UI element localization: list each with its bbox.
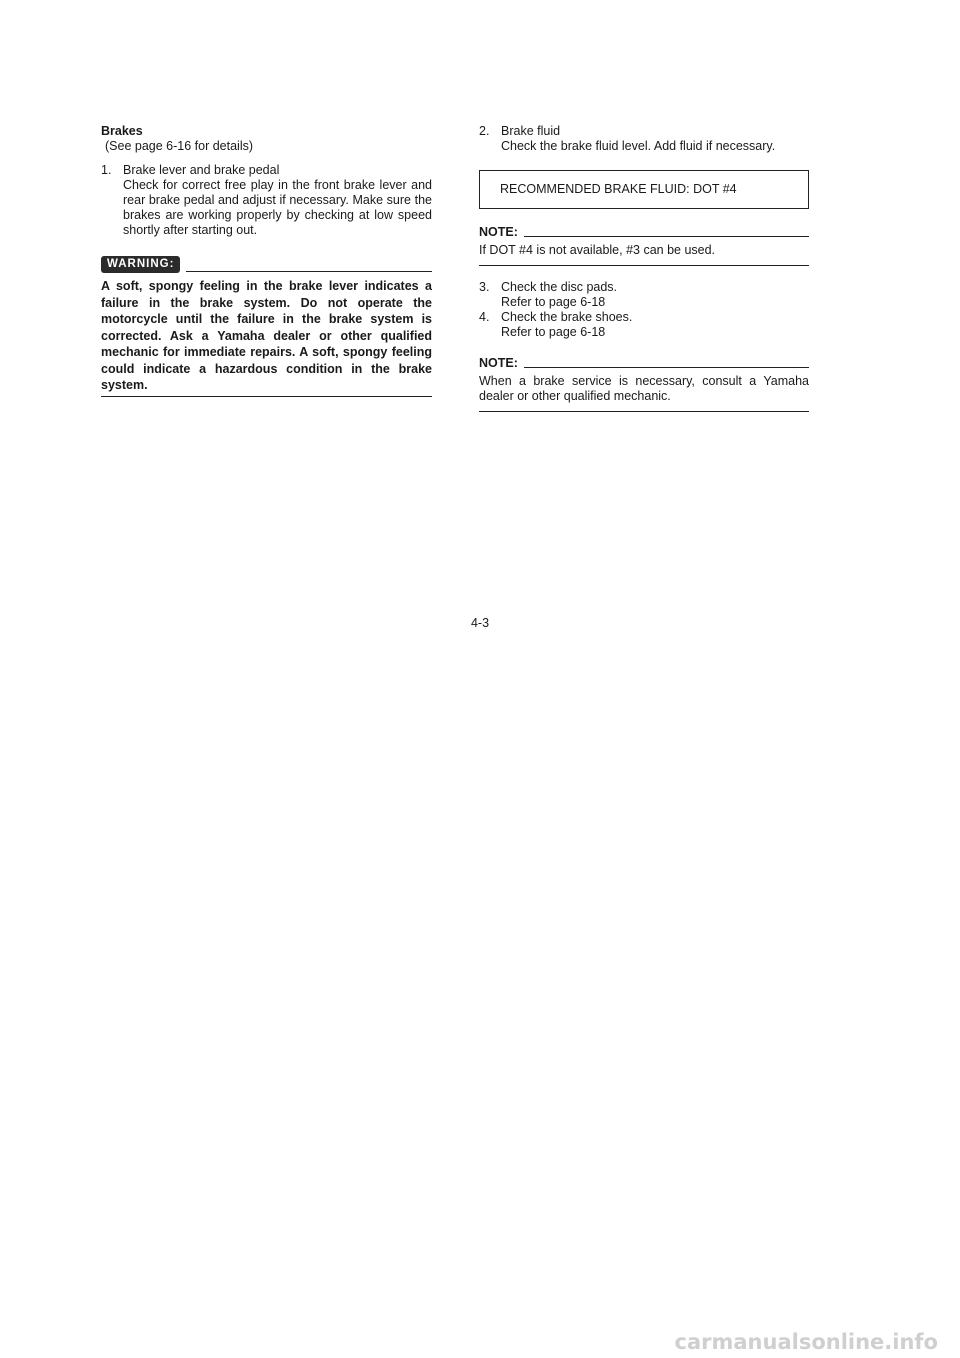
note-header <box>479 225 809 240</box>
warning-badge: WARNING: <box>101 256 180 273</box>
item-text: Refer to page 6-18 <box>501 295 606 309</box>
list-item-disc-pads <box>479 280 809 310</box>
item-text: Check the brake fluid level. Add fluid if necessary. <box>501 139 776 153</box>
watermark: carmanualsonline.info <box>674 1330 938 1354</box>
note-label: NOTE: <box>479 356 518 370</box>
item-title: Brake lever and brake pedal <box>123 163 280 177</box>
item-number: 2. <box>479 124 490 138</box>
section-heading: Brakes <box>101 124 143 138</box>
item-title: Brake fluid <box>501 124 561 138</box>
list-item-brake-shoes <box>479 310 809 340</box>
right-column <box>479 124 809 412</box>
item-number: 3. <box>479 280 490 294</box>
item-number: 1. <box>101 163 112 177</box>
note-header <box>479 356 809 371</box>
note-rule <box>524 367 809 368</box>
list-item-brake-lever <box>101 163 432 238</box>
item-text: Check for correct free play in the front brake lever and rear brake pedal and adjust if necessary. Make sure the brakes are working properly by checking at low speed shortly after starting out. <box>123 178 432 237</box>
list-item-brake-fluid <box>479 124 809 154</box>
item-title: Check the disc pads. <box>501 280 618 294</box>
page-number: 4-3 <box>470 616 490 630</box>
warning-rule <box>186 271 432 272</box>
note-text: If DOT #4 is not available, #3 can be used. <box>479 243 809 266</box>
item-title: Check the brake shoes. <box>501 310 633 324</box>
note-rule <box>524 236 809 237</box>
item-text: Refer to page 6-18 <box>501 325 606 339</box>
left-column <box>101 124 432 397</box>
warning-text: A soft, spongy feeling in the brake lever indicates a failure in the brake system. Do not operate the motorcycle until the failure in the brake system is corrected. Ask a Yamaha dealer or other qualified mechanic for immediate repairs. A soft, spongy feeling could indicate a hazardous condition in the brake system. <box>101 278 432 397</box>
note-text: When a brake service is necessary, consult a Yamaha dealer or other qualified mechanic. <box>479 374 809 412</box>
recommended-fluid-box: RECOMMENDED BRAKE FLUID: DOT #4 <box>479 170 809 209</box>
section-reference: (See page 6-16 for details) <box>105 139 254 153</box>
item-number: 4. <box>479 310 490 324</box>
note-label: NOTE: <box>479 225 518 239</box>
steps-list <box>479 280 809 340</box>
warning-header <box>101 256 432 273</box>
